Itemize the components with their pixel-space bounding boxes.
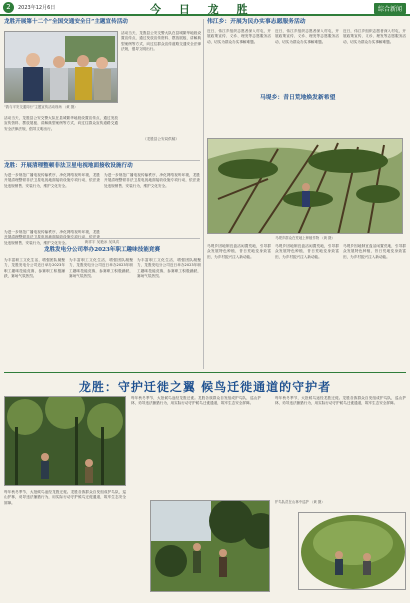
traffic-safety-body: 活动当天，龙胜县公安交警大队在县城繁华地段设置宣传点，通过发放宣传资料、摆放展板、讲解典型案例等方式，向过往群众宣传道路交通安全法律法规，倡导文明出行。 (121, 31, 201, 52)
bamboo-caption: 马堤乡群众在荒地上种植作物 （黄 摄） (275, 236, 335, 240)
feature-headline: 龙胜：守护迁徙之翼 候鸟迁徙通道的守护者 (78, 380, 332, 394)
article-headline: 龙胜发电分公司举办2023年职工趣味技能竞赛 (43, 247, 161, 253)
feature-body-c: 每年秋冬季节，大批候鸟途经龙胜迁徙。龙胜各族群众自发组成护鸟队，巡山护林，劝导违法捕猎行为，用实际行动守护候鸟迁徙通道，筑牢生态安全屏障。 (275, 396, 406, 406)
feature-caption: 护鸟队员在山林中巡护 （黄 摄） (275, 500, 325, 504)
article-power-grid (4, 247, 200, 254)
satellite-body-a: 为进一步规范广播电视传输秩序，净化网络视听环境，龙胜开展清理整顿非法卫星电视地面接收设施专项行动，依法查处违规销售、安装行为，维护文化安全。 (4, 173, 100, 188)
power-grid-authors: 黄祥宇 吴艳冰 吴凤宾 (84, 240, 120, 244)
masthead-title: 今 日 龙 胜 (150, 3, 255, 16)
traffic-safety-byline: （龙胜县公安局供稿） (143, 137, 179, 141)
volunteer-body-c: 近日，伟江乡组织志愿者深入村屯，开展政策宣传、义诊、理发等志愿服务活动，切实为群众办实事解难题。 (343, 29, 406, 44)
bamboo-body-b: 马堤乡因地制宜盘活闲置荒地，引导群众发展特色种植，昔日荒地变身致富田，为乡村振兴注入新动能。 (275, 244, 339, 259)
bamboo-body-c: 马堤乡因地制宜盘活闲置荒地，引导群众发展特色种植，昔日荒地变身致富田，为乡村振兴注入新动能。 (343, 244, 406, 259)
bamboo-photo (207, 138, 403, 234)
bamboo-body-a: 马堤乡因地制宜盘活闲置荒地，引导群众发展特色种植，昔日荒地变身致富田，为乡村振兴注入新动能。 (207, 244, 271, 259)
article-volunteer (207, 19, 406, 26)
traffic-safety-photo (4, 31, 118, 103)
power-grid-body-a: 为丰富职工文化生活，增强团队凝聚力，龙胜发电分公司近日举办2023年职工趣味技能竞赛，参赛职工积极踊跃，赛场气氛热烈。 (4, 258, 65, 279)
volunteer-body-a: 近日，伟江乡组织志愿者深入村屯，开展政策宣传、义诊、理发等志愿服务活动，切实为群众办实事解难题。 (207, 29, 271, 44)
article-headline: 伟江乡：开展为民办实事志愿服务活动 (207, 19, 306, 25)
forest-photo-center (150, 500, 270, 592)
forest-photo-right (298, 512, 406, 590)
patrol-illustration (151, 501, 270, 592)
satellite-body-b: 为进一步规范广播电视传输秩序，净化网络视听环境，龙胜开展清理整顿非法卫星电视地面接收设施专项行动，依法查处违规销售、安装行为，维护文化安全。 (104, 173, 200, 188)
divider-rule (4, 160, 200, 161)
divider-rule-thick (4, 372, 406, 373)
article-satellite (4, 163, 200, 170)
people-illustration (5, 32, 118, 103)
bamboo-illustration (208, 139, 403, 234)
section-label: 综合新闻 (374, 3, 406, 14)
satellite-body-c: 为进一步规范广播电视传输秩序，净化网络视听环境，龙胜开展清理整顿非法卫星电视地面接收设施专项行动，依法查处违规销售、安装行为，维护文化安全。 (4, 230, 100, 245)
feature-body-b: 每年秋冬季节，大批候鸟途经龙胜迁徙。龙胜各族群众自发组成护鸟队，巡山护林，劝导违法捕猎行为，用实际行动守护候鸟迁徙通道，筑牢生态安全屏障。 (131, 396, 261, 406)
volunteer-body-b: 近日，伟江乡组织志愿者深入村屯，开展政策宣传、义诊、理发等志愿服务活动，切实为群众办实事解难题。 (275, 29, 339, 44)
rescue-illustration (299, 513, 406, 590)
forest-photo-left (4, 396, 126, 486)
traffic-safety-body-left: 活动当天，龙胜县公安交警大队在县城繁华地段设置宣传点，通过发放宣传资料、摆放展板、讲解典型案例等方式，向过往群众宣传道路交通安全法律法规，倡导文明出行。 (4, 116, 118, 131)
article-headline: 龙胜开展第十二个“全国交通安全日”主题宣传活动 (4, 19, 128, 25)
divider-rule (4, 238, 200, 239)
article-headline: 马堤乡：昔日荒地焕发新希望 (260, 95, 336, 101)
issue-date: 2023年12月6日 (18, 5, 56, 11)
article-traffic-safety (4, 19, 200, 26)
page-header (0, 0, 410, 16)
traffic-safety-caption: “我与平安交通同行”主题宣传活动现场 （黄 摄） (4, 105, 78, 109)
column-divider (203, 19, 204, 369)
power-grid-body-c: 为丰富职工文化生活，增强团队凝聚力，龙胜发电分公司近日举办2023年职工趣味技能竞赛，参赛职工积极踊跃，赛场气氛热烈。 (137, 258, 201, 279)
article-headline: 龙胜：开展清理整顿非法卫星电视地面接收设施行动 (4, 163, 133, 169)
article-mati (260, 95, 406, 102)
page-number-badge: 2 (3, 2, 14, 13)
forest-illustration (5, 397, 126, 486)
power-grid-body-b: 为丰富职工文化生活，增强团队凝聚力，龙胜发电分公司近日举办2023年职工趣味技能竞赛，参赛职工积极踊跃，赛场气氛热烈。 (69, 258, 133, 279)
feature-body-a: 每年秋冬季节，大批候鸟途经龙胜迁徙。龙胜各族群众自发组成护鸟队，巡山护林，劝导违法捕猎行为，用实际行动守护候鸟迁徙通道，筑牢生态安全屏障。 (4, 490, 126, 505)
